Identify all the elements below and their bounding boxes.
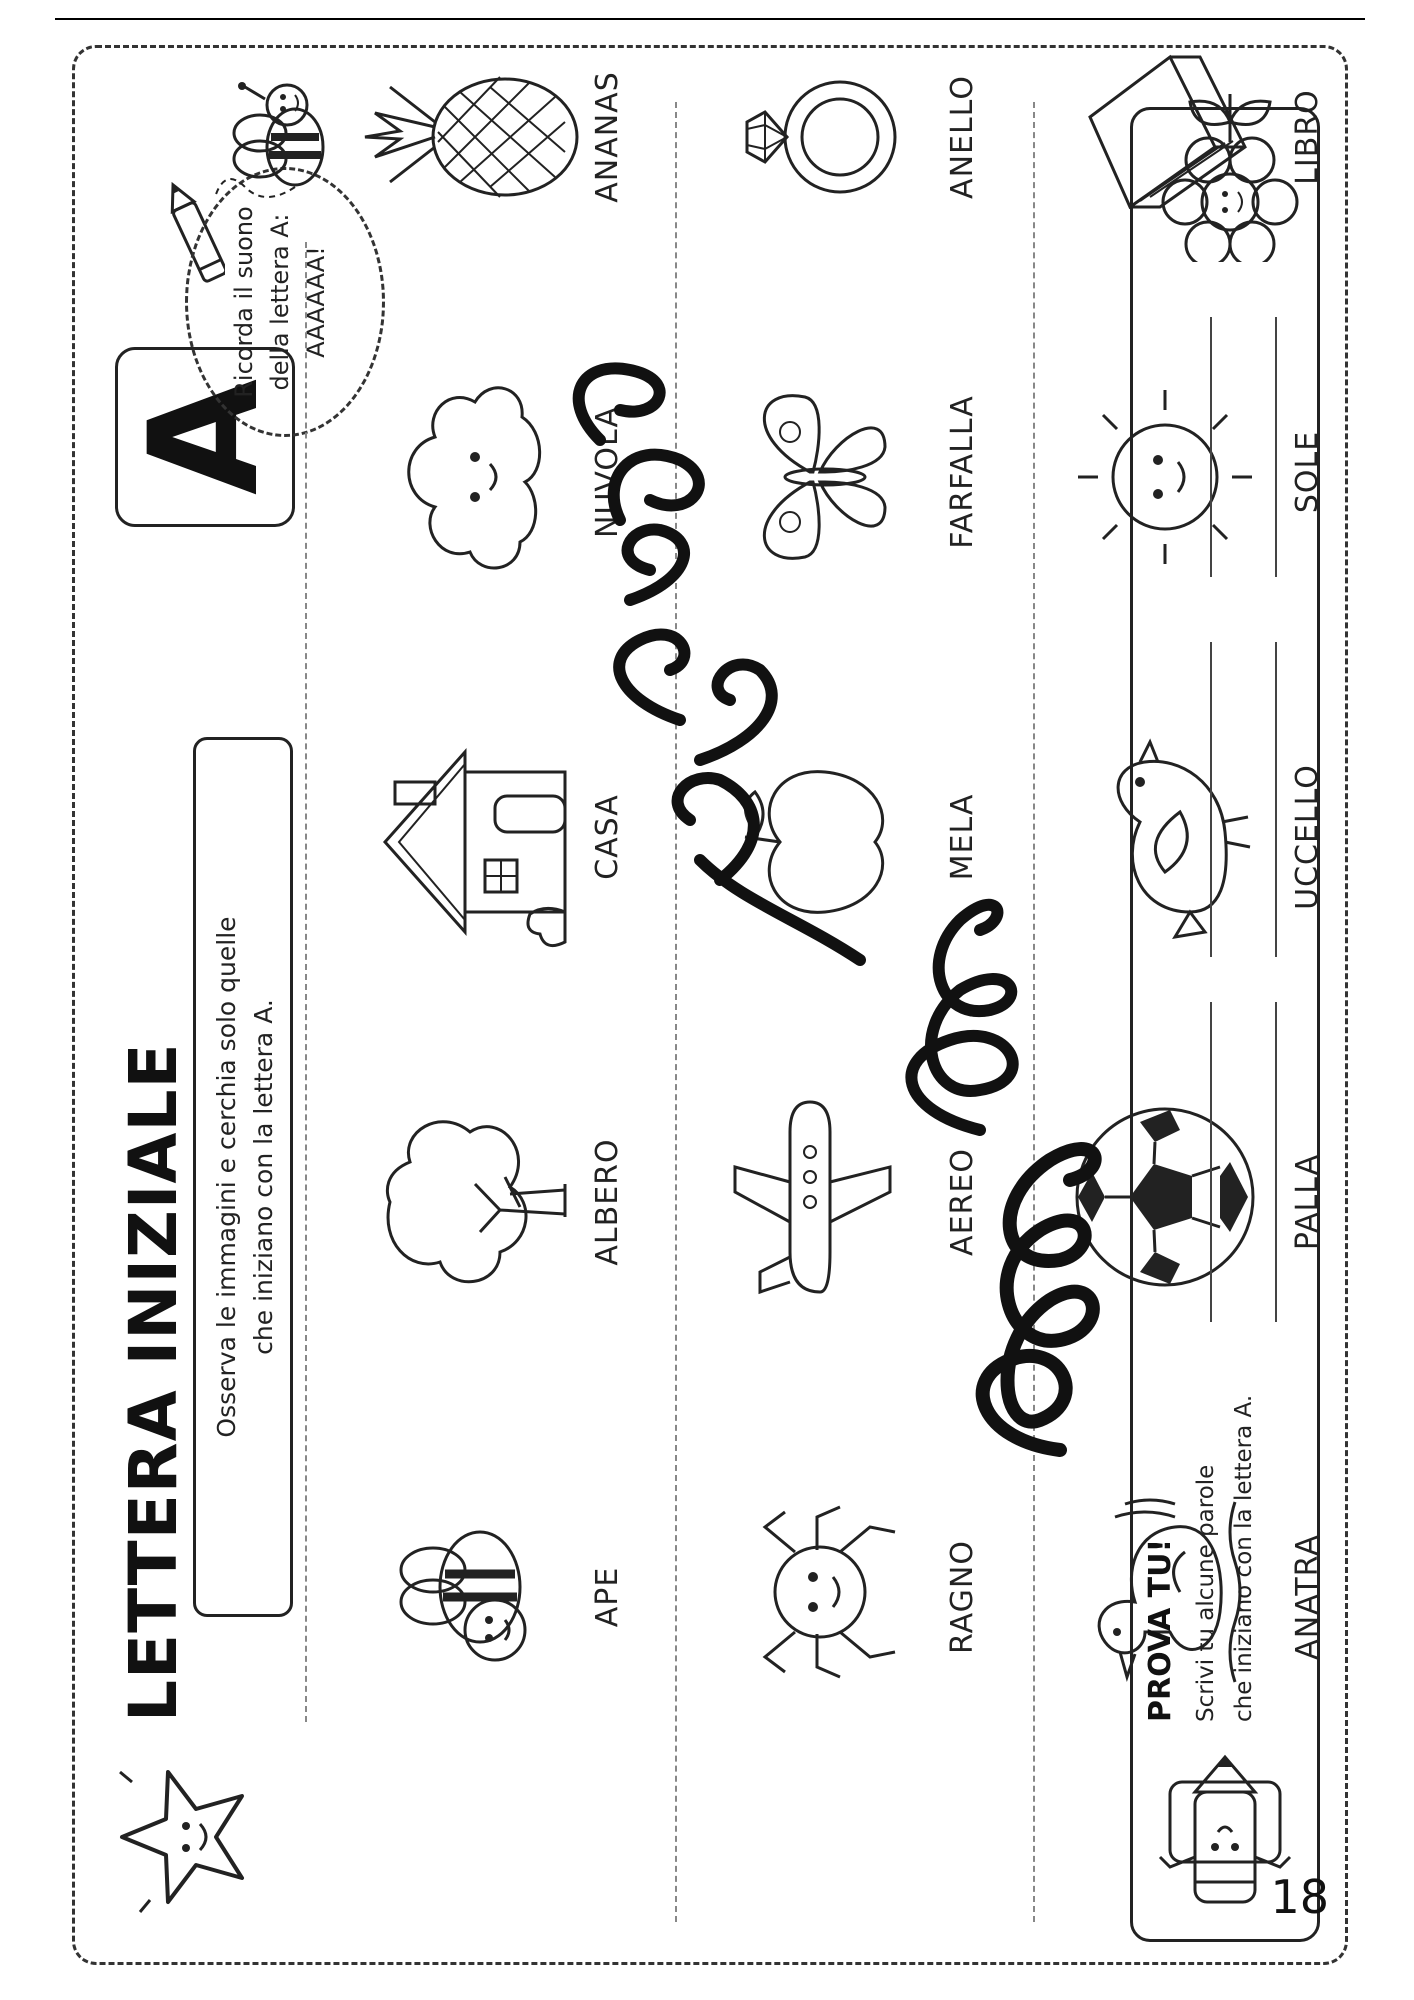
word-label: ANATRA [1290,1534,1325,1660]
word-label: CASA [590,794,625,880]
tree-icon [370,1102,570,1302]
prova-line-2: che iniziano con la lettera A. [1231,1394,1257,1722]
word-label: MELA [945,793,980,881]
bubble-line-3: AAAAAA! [302,246,330,358]
writing-line[interactable] [1275,317,1277,577]
writing-line[interactable] [1275,642,1277,957]
word-label: AEREO [945,1148,980,1256]
word-label: ALBERO [590,1138,625,1266]
page-title: LETTERA INIZIALE [115,1042,192,1722]
writing-line[interactable] [1210,1002,1212,1322]
prova-line-1: Scrivi tu alcune parole [1193,1464,1219,1722]
bubble-line-1: Ricorda il suono [230,206,258,398]
instruction-line-1: Osserva le immagini e cerchia solo quelle [212,916,241,1438]
watermark-text: Maestra Nadia [0,0,8,1]
bee-icon [205,47,355,217]
apple-icon [725,752,905,932]
prova-tu-instructions [1187,1395,1263,1722]
flower-icon [1150,92,1310,262]
house-icon [365,732,575,952]
ring-icon [725,67,905,207]
word-label: ANANAS [590,71,625,203]
star-icon [100,1752,270,1922]
page-number: 18 [1270,1870,1329,1924]
instruction-line-2: che iniziano con la lettera A. [249,999,278,1355]
word-label: LIBRO [1290,89,1325,185]
word-label: FARFALLA [945,395,980,549]
word-label: NUVOLA [590,406,625,538]
bee-icon [385,1512,555,1682]
word-label: UCCELLO [1290,764,1325,910]
word-label: RAGNO [945,1540,980,1654]
airplane-icon [720,1092,910,1312]
word-label: SOLE [1290,430,1325,514]
row-divider-top [305,242,307,1722]
writing-line[interactable] [1210,642,1212,957]
bubble-line-2: della lettera A: [266,213,294,391]
prova-tu-title: PROVA TU! [1143,1538,1178,1722]
instruction-box [193,737,293,1617]
cloud-icon [370,372,560,582]
row-divider-2 [1033,102,1035,1922]
butterfly-icon [725,377,905,577]
word-label: APE [590,1566,625,1628]
word-label: ANELLO [945,75,980,199]
writing-line[interactable] [1210,317,1212,577]
top-rule [55,18,1365,20]
writing-line[interactable] [1275,1002,1277,1322]
row-divider-1 [675,102,677,1922]
spider-icon [725,1502,905,1682]
word-label: PALLA [1290,1153,1325,1251]
pineapple-icon [360,57,580,217]
letter-box: A [115,347,295,527]
worksheet [75,48,1345,1962]
